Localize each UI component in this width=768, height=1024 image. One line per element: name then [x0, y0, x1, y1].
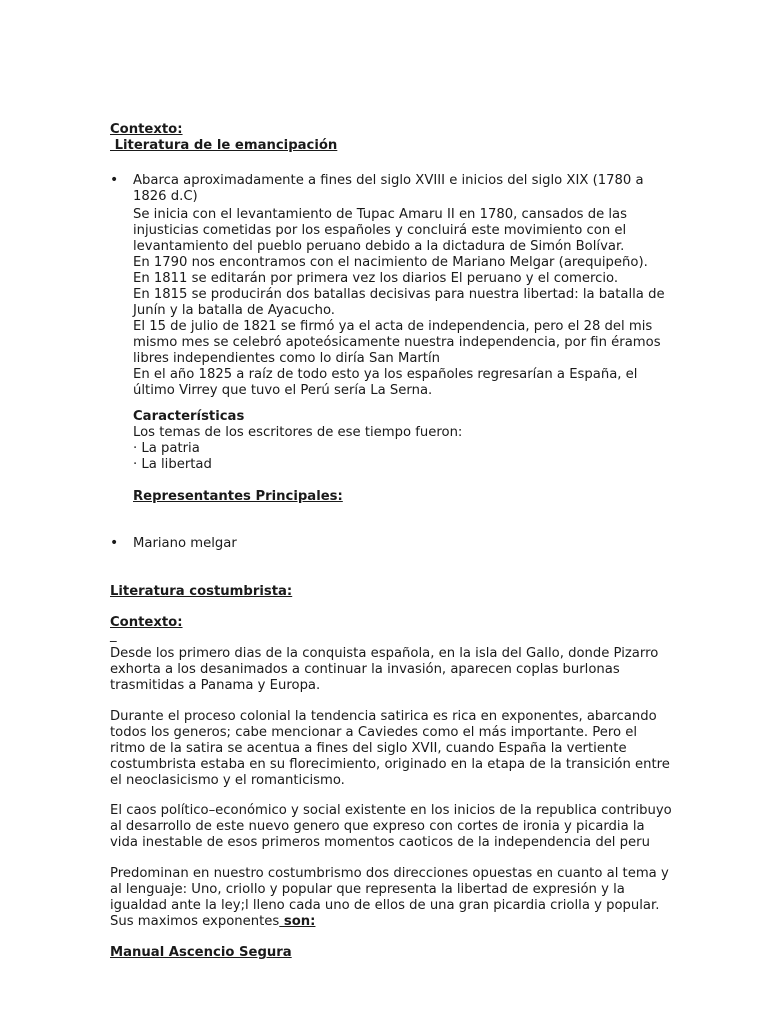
caracteristicas-list	[133, 425, 462, 473]
contexto-heading: Contexto:	[110, 122, 183, 137]
text-line: último Virrey que tuvo el Perú sería La Serna.	[133, 383, 433, 398]
text-line: igualdad ante la ley;l lleno cada uno de ellos de una gran picardia criolla y popular.	[110, 898, 660, 913]
text-line: Durante el proceso colonial la tendencia satirica es rica en exponentes, abarcando	[110, 709, 657, 724]
costumbrista-paragraph-2	[110, 709, 670, 789]
costumbrista-paragraph-3	[110, 803, 672, 851]
text-line: exhorta a los desanimados a continuar la invasión, aparecen coplas burlonas	[110, 662, 620, 677]
text-line: Abarca aproximadamente a fines del siglo XVIII e inicios del siglo XIX (1780 a	[133, 173, 644, 188]
costumbrista-paragraph-1	[110, 646, 658, 694]
emancipacion-paragraph	[133, 173, 665, 399]
text-line: Los temas de los escritores de ese tiempo fueron:	[133, 425, 463, 440]
caracteristicas-heading: Características	[133, 409, 245, 424]
text-line: vida inestable de esos primeros momentos caoticos de la independencia del peru	[110, 835, 650, 850]
text-line: Predominan en nuestro costumbrismo dos direcciones opuestas en cuanto al tema y	[110, 866, 669, 881]
representantes-heading: Representantes Principales:	[133, 489, 343, 504]
text-line: En el año 1825 a raíz de todo esto ya los españoles regresarían a España, el	[133, 367, 638, 382]
text-line: al lenguaje: Uno, criollo y popular que representa la libertad de expresión y la	[110, 882, 625, 897]
text-line: trasmitidas a Panama y Europa.	[110, 678, 321, 693]
list-item: · La patria	[133, 441, 200, 456]
text-line: levantamiento del pueblo peruano debido a la dictadura de Simón Bolívar.	[133, 239, 625, 254]
text-line	[110, 914, 669, 930]
text-line: mismo mes se celebró apoteósicamente nuestra independencia, por fin éramos	[133, 335, 661, 350]
list-item: Mariano melgar	[133, 536, 237, 551]
text-line: El 15 de julio de 1821 se firmó ya el acta de independencia, pero el 28 del mis	[133, 319, 653, 334]
text-line: el neoclasicismo y el romanticismo.	[110, 773, 345, 788]
text-line: Junín y la batalla de Ayacucho.	[133, 303, 335, 318]
bullet-icon: •	[110, 172, 119, 188]
section-title-costumbrista: Literatura costumbrista:	[110, 584, 293, 599]
bullet-icon: •	[110, 535, 119, 551]
list-item: · La libertad	[133, 457, 212, 472]
text-line: En 1815 se producirán dos batallas decisivas para nuestra libertad: la batalla de	[133, 287, 665, 302]
text-line: El caos político–económico y social existente en los inicios de la republica contribuyo	[110, 803, 672, 818]
text-line: al desarrollo de este nuevo genero que expreso con cortes de ironia y picardia la	[110, 819, 645, 834]
text-line: libres independientes como lo diría San Martín	[133, 351, 441, 366]
text-line: En 1811 se editarán por primera vez los diarios El peruano y el comercio.	[133, 271, 619, 286]
contexto-heading: Contexto:	[110, 615, 183, 630]
author-heading: Manual Ascencio Segura	[110, 945, 292, 960]
son-text: son:	[279, 914, 316, 929]
section-title-emancipacion: Literatura de le emancipación	[110, 138, 338, 153]
text-line: Se inicia con el levantamiento de Tupac Amaru II en 1780, cansados de las	[133, 207, 627, 222]
costumbrista-paragraph-4	[110, 866, 669, 930]
exponentes-text: Sus maximos exponentes	[110, 914, 280, 929]
text-line: En 1790 nos encontramos con el nacimiento de Mariano Melgar (arequipeño).	[133, 255, 648, 270]
text-line: injusticias cometidas por los españoles y concluirá este movimiento con el	[133, 223, 627, 238]
text-line: costumbrista estaba en su florecimiento, originado en la etapa de la transición entre	[110, 757, 670, 772]
text-line: Desde los primero dias de la conquista española, en la isla del Gallo, donde Pizarro	[110, 646, 659, 661]
text-line: 1826 d.C)	[133, 189, 198, 204]
stray-mark: _	[110, 628, 117, 643]
text-line: ritmo de la satira se acentua a fines del siglo XVII, cuando España la vertiente	[110, 741, 627, 756]
text-line: todos los generos; cabe mencionar a Caviedes como el más importante. Pero el	[110, 725, 638, 740]
